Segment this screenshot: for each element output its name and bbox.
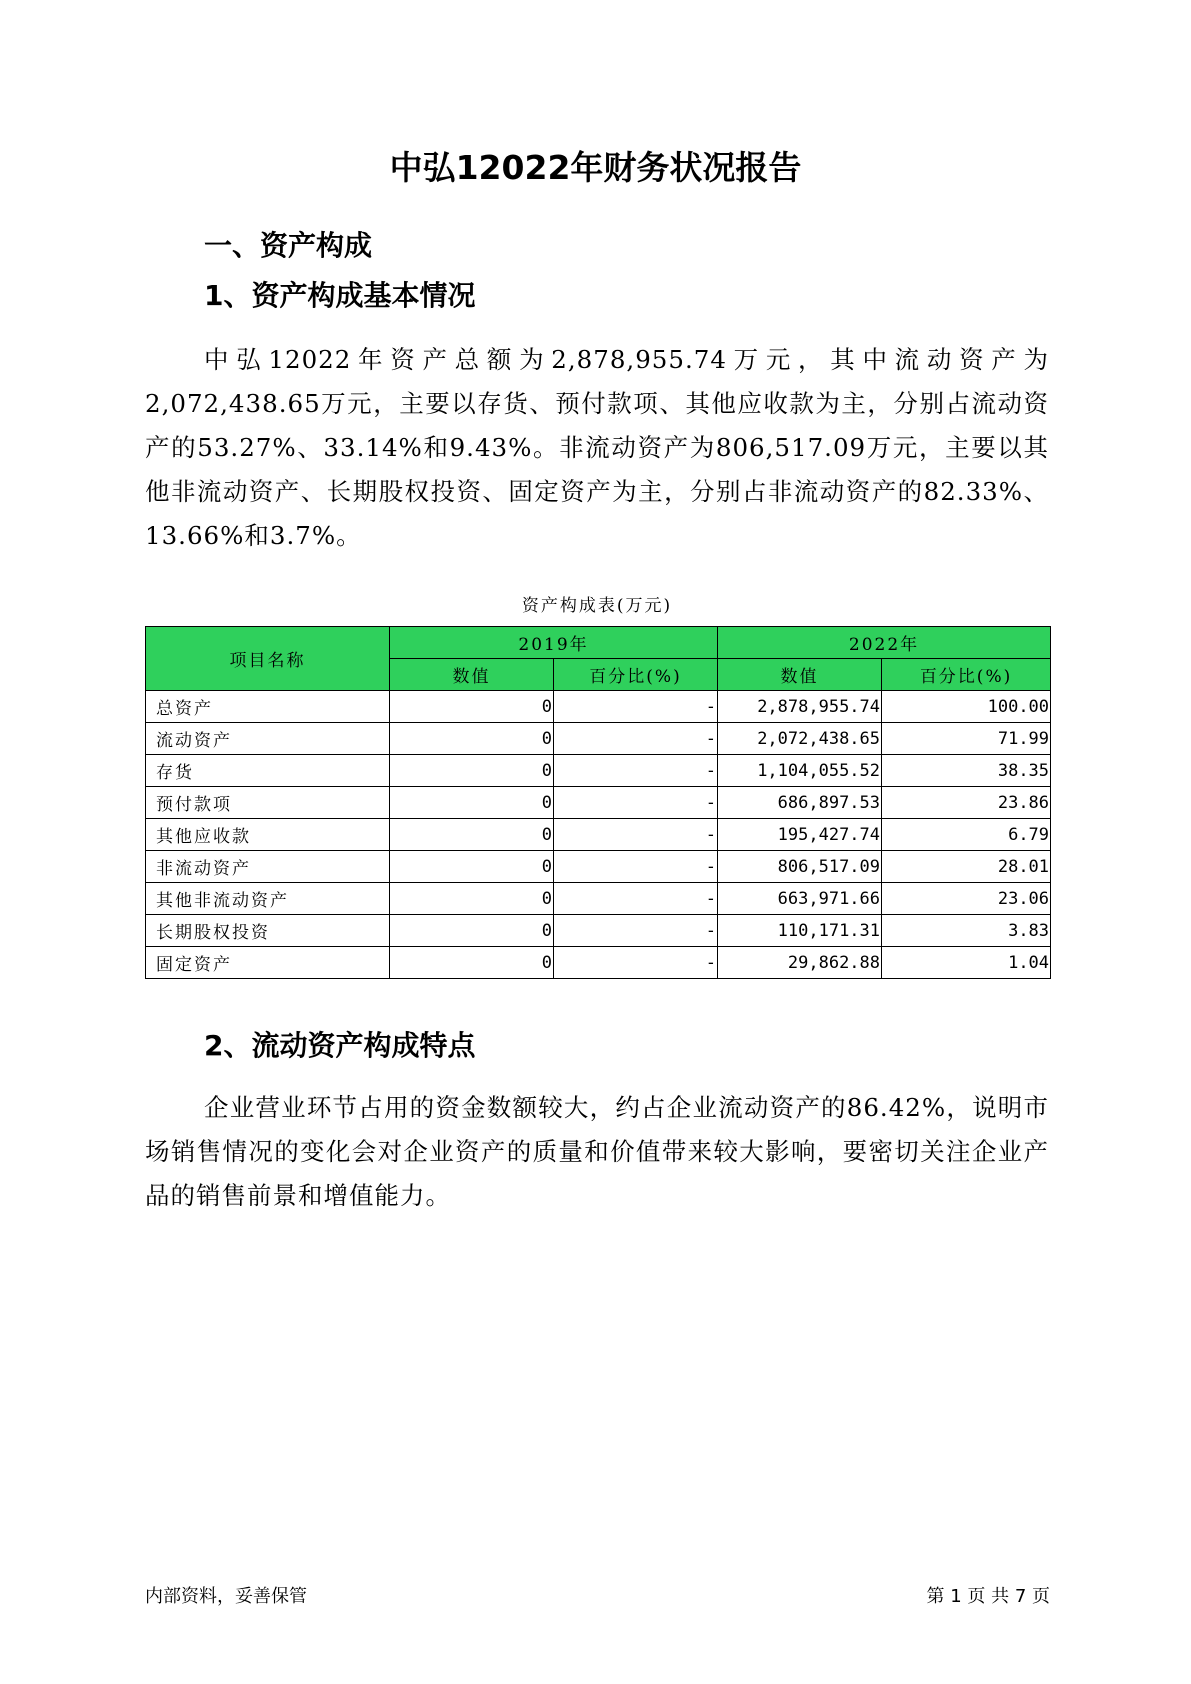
percent-2022: 23.86	[882, 787, 1051, 819]
value-2022: 29,862.88	[718, 947, 882, 979]
table-row	[146, 787, 1051, 819]
row-name: 其他应收款	[146, 819, 390, 851]
percent-2019: -	[554, 947, 718, 979]
row-name: 流动资产	[146, 723, 390, 755]
value-2022: 806,517.09	[718, 851, 882, 883]
value-2019: 0	[390, 819, 554, 851]
footer-confidential-note: 内部资料，妥善保管	[145, 1586, 307, 1607]
value-2019: 0	[390, 915, 554, 947]
section-heading-asset-composition: 一、资产构成	[204, 229, 373, 262]
value-2022: 110,171.31	[718, 915, 882, 947]
percent-2019: -	[554, 851, 718, 883]
table-row	[146, 851, 1051, 883]
row-name: 非流动资产	[146, 851, 390, 883]
header-year-2022: 2022年	[718, 627, 1051, 659]
percent-2019: -	[554, 755, 718, 787]
table-row	[146, 723, 1051, 755]
table-caption: 资产构成表(万元)	[521, 596, 673, 616]
subsection-heading-basic-situation: 1、资产构成基本情况	[204, 279, 476, 312]
subsection-heading-current-assets: 2、流动资产构成特点	[204, 1029, 476, 1062]
percent-2019: -	[554, 787, 718, 819]
percent-2019: -	[554, 883, 718, 915]
value-2022: 686,897.53	[718, 787, 882, 819]
header-year-2019: 2019年	[390, 627, 718, 659]
percent-2022: 28.01	[882, 851, 1051, 883]
percent-2019: -	[554, 691, 718, 723]
row-name: 长期股权投资	[146, 915, 390, 947]
header-value-2022: 数值	[718, 659, 882, 691]
value-2019: 0	[390, 947, 554, 979]
table-row	[146, 883, 1051, 915]
row-name: 其他非流动资产	[146, 883, 390, 915]
percent-2019: -	[554, 819, 718, 851]
percent-2022: 1.04	[882, 947, 1051, 979]
row-name: 总资产	[146, 691, 390, 723]
value-2022: 2,072,438.65	[718, 723, 882, 755]
header-value-2019: 数值	[390, 659, 554, 691]
value-2019: 0	[390, 851, 554, 883]
current-assets-paragraph: 企业营业环节占用的资金数额较大，约占企业流动资产的86.42%，说明市场销售情况的变化会对企业资产的质量和价值带来较大影响，要密切关注企业产品的销售前景和增值能力。	[145, 1093, 1049, 1210]
asset-summary-paragraph: 中弘12022年资产总额为2,878,955.74万元，其中流动资产为2,072,438.65万元，主要以存货、预付款项、其他应收款为主，分别占流动资产的53.27%、33.14%和9.43%。非流动资产为806,517.09万元，主要以其他非流动资产、长期股权投资、固定资产为主，分别占非流动资产的82.33%、13.66%和3.7%。	[145, 345, 1049, 550]
percent-2022: 38.35	[882, 755, 1051, 787]
percent-2019: -	[554, 915, 718, 947]
value-2022: 1,104,055.52	[718, 755, 882, 787]
header-percent-2022: 百分比(%)	[882, 659, 1051, 691]
percent-2022: 6.79	[882, 819, 1051, 851]
asset-composition-table	[145, 626, 1051, 979]
percent-2019: -	[554, 723, 718, 755]
percent-2022: 23.06	[882, 883, 1051, 915]
document-title: 中弘12022年财务状况报告	[389, 148, 802, 187]
header-item-name: 项目名称	[146, 627, 390, 691]
table-row	[146, 819, 1051, 851]
row-name: 预付款项	[146, 787, 390, 819]
value-2019: 0	[390, 755, 554, 787]
table-row	[146, 915, 1051, 947]
table-header-row-years	[146, 627, 1051, 659]
value-2019: 0	[390, 723, 554, 755]
footer-page-number: 第 1 页 共 7 页	[926, 1586, 1050, 1607]
table-row	[146, 691, 1051, 723]
table-row	[146, 755, 1051, 787]
value-2019: 0	[390, 787, 554, 819]
value-2022: 2,878,955.74	[718, 691, 882, 723]
percent-2022: 100.00	[882, 691, 1051, 723]
table-row	[146, 947, 1051, 979]
value-2022: 195,427.74	[718, 819, 882, 851]
value-2019: 0	[390, 883, 554, 915]
percent-2022: 71.99	[882, 723, 1051, 755]
percent-2022: 3.83	[882, 915, 1051, 947]
row-name: 存货	[146, 755, 390, 787]
row-name: 固定资产	[146, 947, 390, 979]
header-percent-2019: 百分比(%)	[554, 659, 718, 691]
value-2022: 663,971.66	[718, 883, 882, 915]
value-2019: 0	[390, 691, 554, 723]
